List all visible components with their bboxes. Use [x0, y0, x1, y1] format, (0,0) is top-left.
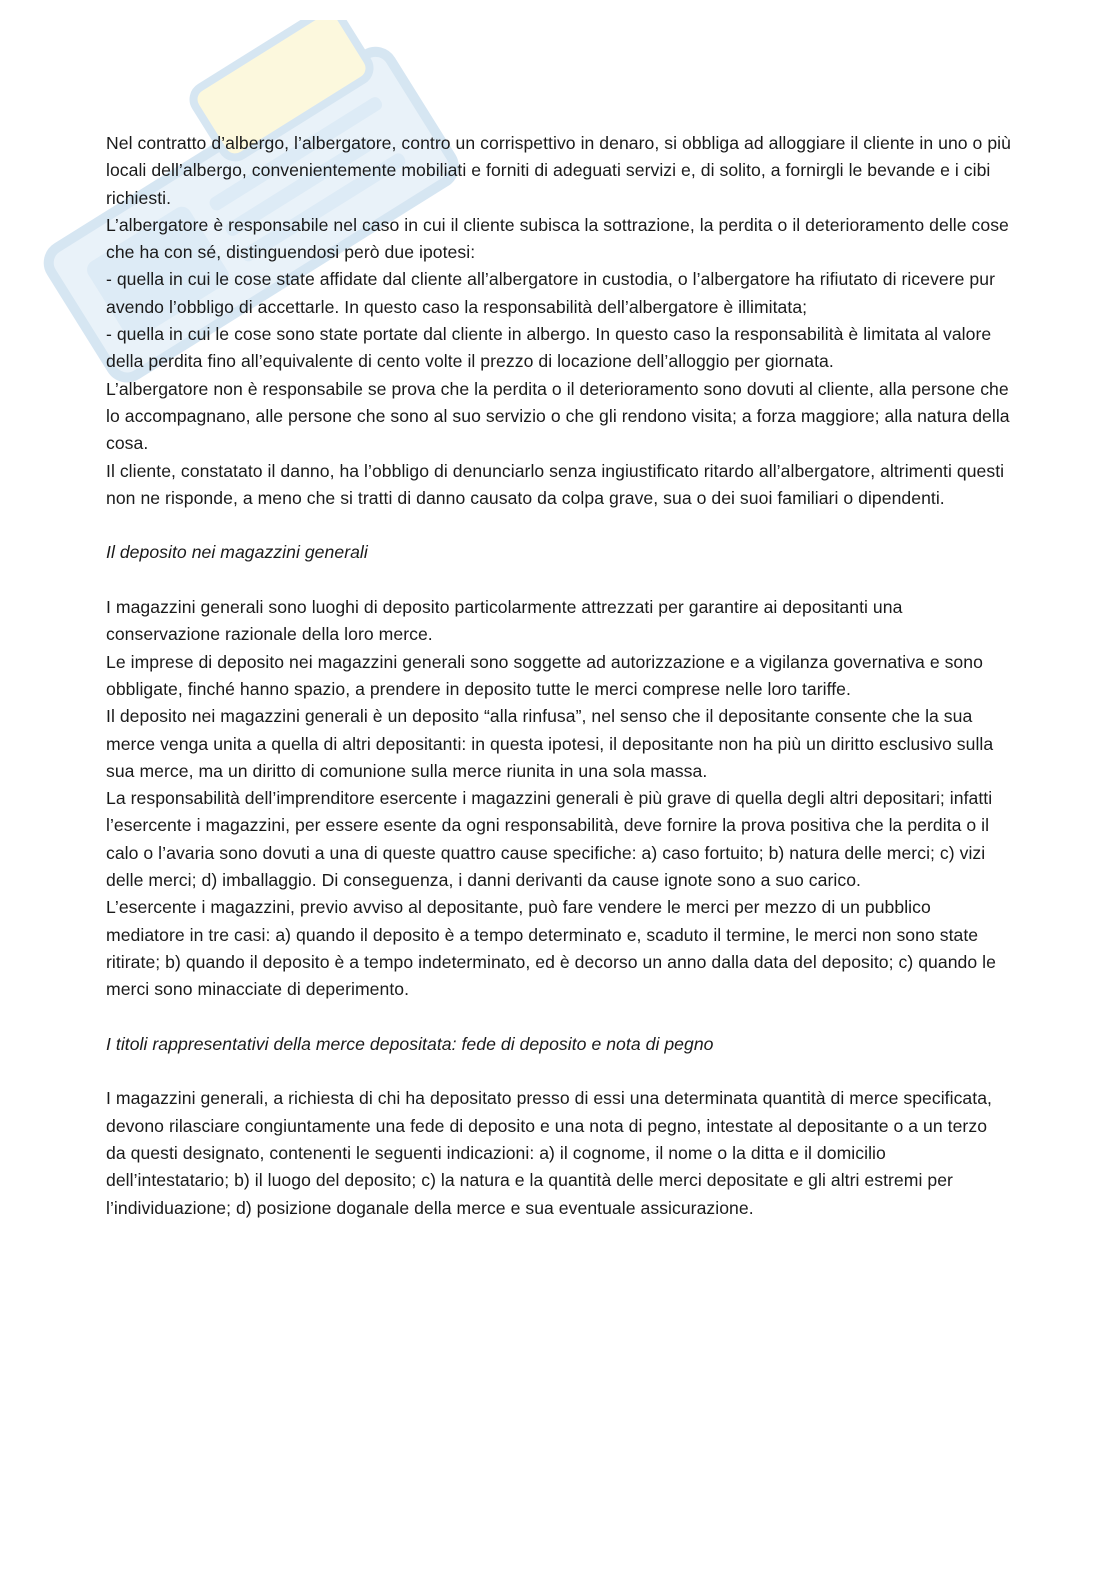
paragraph: - quella in cui le cose sono state portate dal cliente in albergo. In questo caso la responsabilità è limitata al valore della perdita fino all’equivalente di cento volte il prezzo di locazione dell’alloggio per giornata. — [106, 324, 992, 372]
paragraph: L’albergatore è responsabile nel caso in cui il cliente subisca la sottrazione, la perdita o il deterioramento delle cose che ha con sé, distinguendosi però due ipotesi: — [106, 214, 1009, 263]
section-heading: Il deposito nei magazzini generali — [106, 542, 368, 563]
paragraph: L’albergatore non è responsabile se prova che la perdita o il deterioramento sono dovuti al cliente, alla persone che lo accompagnano, alle persone che sono al suo servizio o che gli rendono visita; a forza maggiore; alla natura della cosa. — [106, 378, 1010, 454]
paragraph: I magazzini generali, a richiesta di chi ha depositato presso di essi una determinata quantità di merce specificata, devono rilasciare congiuntamente una fede di deposito e una nota di pegno, intestate al depositante o a un terzo da questi designato, contenenti le seguenti indicazioni: a) il cognome, il nome o la ditta e il domicilio dell’intestatario; b) il luogo del deposito; c) la natura e la quantità delle merci depositate e gli altri estremi per l’individuazione; d) posizione doganale della merce e sua eventuale assicurazione. — [106, 1088, 992, 1218]
paragraph: I magazzini generali sono luoghi di deposito particolarmente attrezzati per garantire ai depositanti una conservazione razionale della loro merce. — [106, 597, 903, 645]
section-heading: I titoli rappresentativi della merce depositata: fede di deposito e nota di pegno — [106, 1033, 714, 1054]
paragraph: - quella in cui le cose state affidate dal cliente all’albergatore in custodia, o l’albergatore ha rifiutato di ricevere pur avendo l’obbligo di accettarle. In questo caso la responsabilità dell’albergatore è illimitata; — [106, 269, 996, 317]
document-body — [106, 130, 1011, 1222]
paragraph: Il deposito nei magazzini generali è un deposito “alla rinfusa”, nel senso che il depositante consente che la sua merce venga unita a quella di altri depositanti: in questa ipotesi, il depositante non ha più un diritto esclusivo sulla sua merce, ma un diritto di comunione sulla merce riunita in una sola massa. — [106, 706, 994, 781]
paragraph: Nel contratto d’albergo, l’albergatore, contro un corrispettivo in denaro, si obbliga ad alloggiare il cliente in uno o più locali dell’albergo, convenientemente mobiliati e forniti di adeguati servizi e, di solito, a fornirgli le bevande e i cibi richiesti. — [106, 133, 1011, 208]
paragraph: La responsabilità dell’imprenditore esercente i magazzini generali è più grave di quella degli altri depositari; infatti l’esercente i magazzini, per essere esente da ogni responsabilità, deve fornire la prova positiva che la perdita o il calo o l’avaria sono dovuti a una di queste quattro cause specifiche: a) caso fortuito; b) natura delle merci; c) vizi delle merci; d) imballaggio. Di conseguenza, i danni derivanti da cause ignote sono a suo carico. — [106, 788, 993, 891]
paragraph: L’esercente i magazzini, previo avviso al depositante, può fare vendere le merci per mezzo di un pubblico mediatore in tre casi: a) quando il deposito è a tempo determinato e, scaduto il termine, le merci non sono state ritirate; b) quando il deposito è a tempo indeterminato, ed è decorso un anno dalla data del deposito; c) quando le merci sono minacciate di deperimento. — [106, 897, 996, 1000]
paragraph: Il cliente, constatato il danno, ha l’obbligo di denunciarlo senza ingiustificato ritardo all’albergatore, altrimenti questi non ne risponde, a meno che si tratti di danno causato da colpa grave, sua o dei suoi familiari o dipendenti. — [106, 460, 1005, 508]
spacer — [106, 1004, 1011, 1031]
spacer — [106, 1058, 1011, 1085]
spacer — [106, 512, 1011, 539]
paragraph: Le imprese di deposito nei magazzini generali sono soggette ad autorizzazione e a vigilanza governativa e sono obbligate, finché hanno spazio, a prendere in deposito tutte le merci comprese nelle loro tariffe. — [106, 651, 983, 699]
spacer — [106, 567, 1011, 594]
